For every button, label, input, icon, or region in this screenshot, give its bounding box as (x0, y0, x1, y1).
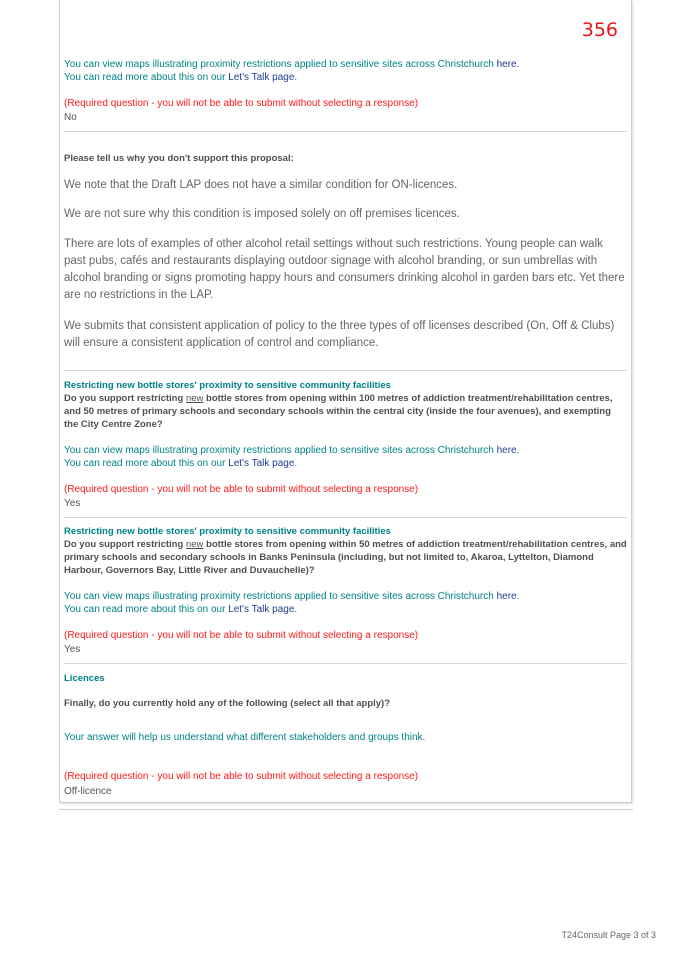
bottom-divider (59, 809, 633, 810)
question-text: Do you support restricting new bottle stores from opening within 50 metres of addiction treatment/rehabilitation centres, and primary schools and secondary schools in Banks Peninsula (including, but not limited to, Akaroa, Lyttelton, Diamond Harbour, Governors Bay, Little River and Duvauchelle)? (64, 539, 627, 576)
underlined-word: new (185, 539, 204, 550)
section-heading: Licences (64, 673, 105, 684)
answer-value: Yes (64, 498, 81, 509)
lets-talk-info-text: You can read more about this on our Let's Talk page. (64, 604, 298, 615)
lets-talk-link[interactable]: Let's Talk page (228, 604, 295, 615)
divider (64, 370, 627, 371)
lets-talk-info-text: You can read more about this on our Let's Talk page. (64, 72, 298, 83)
answer-value: Off-licence (64, 786, 112, 797)
underlined-word: new (185, 393, 204, 404)
lets-talk-link[interactable]: Let's Talk page (228, 72, 295, 83)
answer-value: No (64, 112, 77, 123)
info-text: Your answer will help us understand what different stakeholders and groups think. (64, 732, 426, 743)
why-question: Please tell us why you don't support this proposal: (64, 153, 294, 164)
divider (64, 663, 627, 664)
response-paragraph: We note that the Draft LAP does not have a similar condition for ON-licences. (64, 179, 458, 191)
maps-info-text: You can view maps illustrating proximity restrictions applied to sensitive sites across Christchurch here. (64, 445, 520, 456)
divider (64, 517, 627, 518)
maps-link[interactable]: here (496, 59, 517, 70)
answer-value: Yes (64, 644, 81, 655)
page-number: 356 (581, 19, 618, 41)
required-notice: (Required question - you will not be able to submit without selecting a response) (64, 484, 419, 495)
required-notice: (Required question - you will not be able to submit without selecting a response) (64, 771, 419, 782)
response-paragraph: There are lots of examples of other alcohol retail settings without such restrictions. Young people can walk past pubs, cafés and restaurants displaying outdoor signage with alcohol branding, or sun umbrellas with alcohol branding or signs promoting happy hours and consumers drinking alcohol in garden bars etc. Yet there are no restrictions in the LAP. (64, 238, 625, 301)
maps-link[interactable]: here (496, 591, 517, 602)
response-paragraph: We submits that consistent application of policy to the three types of off licenses described (On, Off & Clubs) will ensure a consistent application of control and compliance. (64, 320, 615, 349)
lets-talk-info-text: You can read more about this on our Let's Talk page. (64, 458, 298, 469)
lets-talk-link[interactable]: Let's Talk page (228, 458, 295, 469)
section-heading: Restricting new bottle stores' proximity to sensitive community facilities (64, 380, 391, 391)
response-paragraph: We are not sure why this condition is imposed solely on off premises licences. (64, 208, 460, 220)
required-notice: (Required question - you will not be able to submit without selecting a response) (64, 630, 419, 641)
maps-info-text: You can view maps illustrating proximity restrictions applied to sensitive sites across Christchurch here. (64, 591, 520, 602)
maps-link[interactable]: here (496, 445, 517, 456)
question-text: Do you support restricting new bottle stores from opening within 100 metres of addiction treatment/rehabilitation centres, and 50 metres of primary schools and secondary schools within the central city (inside the four avenues), and exempting the City Centre Zone? (64, 393, 613, 430)
divider (64, 131, 627, 132)
footer-page-info: T24Consult Page 3 of 3 (561, 930, 656, 940)
required-notice: (Required question - you will not be able to submit without selecting a response) (64, 98, 419, 109)
question-text: Finally, do you currently hold any of the following (select all that apply)? (64, 698, 391, 709)
section-heading: Restricting new bottle stores' proximity to sensitive community facilities (64, 526, 391, 537)
survey-response-panel (59, 0, 632, 803)
maps-info-text: You can view maps illustrating proximity restrictions applied to sensitive sites across Christchurch here. (64, 59, 520, 70)
